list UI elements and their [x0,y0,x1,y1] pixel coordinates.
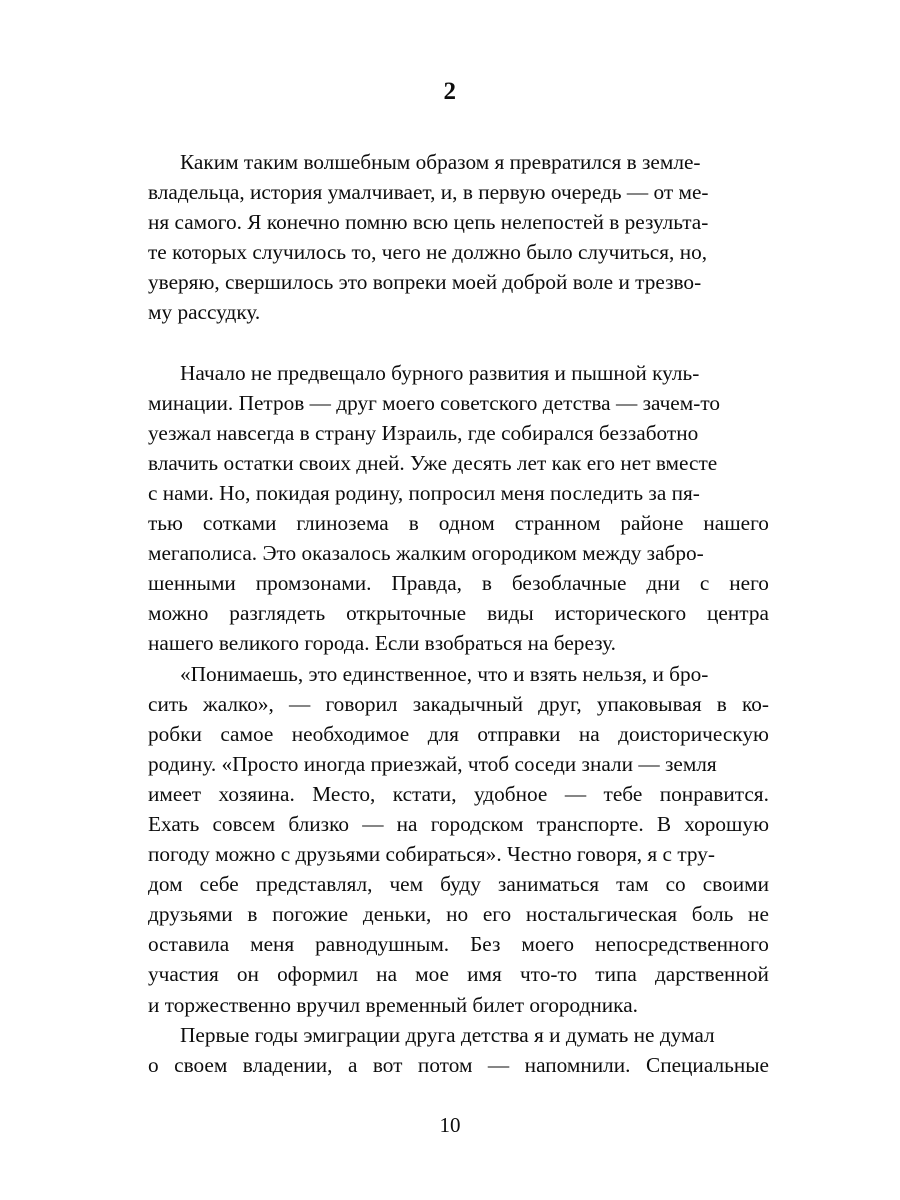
text-line: владельца, история умалчивает, и, в первую очередь — от ме- [148,180,709,205]
text-line: «Понимаешь, это единственное, что и взять нельзя, и бро- [180,661,709,686]
paragraph [148,659,769,1020]
text-line: минации. Петров — друг моего советского детства — зачем-то [148,390,720,415]
text-line: и торжественно вручил временный билет огородника. [148,992,638,1017]
text-line: уверяю, свершилось это вопреки моей доброй воле и трезво- [148,270,702,295]
text-line: дом себе представлял, чем буду заниматься там со своими [148,872,769,897]
page-number: 10 [439,1113,461,1137]
chapter-number: 2 [443,78,457,105]
paragraph [148,147,769,328]
text-line: Первые годы эмиграции друга детства я и думать не думал [180,1022,715,1047]
text-line: о своем владении, а вот потом — напомнили. Специальные [148,1052,769,1077]
text-line: сить жалко», — говорил закадычный друг, упаковывая в ко- [148,691,769,716]
text-line: погоду можно с друзьями собираться». Честно говоря, я с тру- [148,842,715,867]
text-line: родину. «Просто иногда приезжай, чтоб соседи знали — земля [148,751,717,776]
text-line: тью сотками глинозема в одном странном районе нашего [148,511,769,536]
text-line: му рассудку. [148,300,261,325]
text-line: нашего великого города. Если взобраться на березу. [148,631,616,656]
text-line: робки самое необходимое для отправки на доисторическую [148,721,769,746]
text-line: друзьями в погожие деньки, но его ностальгическая боль не [148,902,769,927]
text-line: с нами. Но, покидая родину, попросил меня последить за пя- [148,480,700,505]
text-line: ня самого. Я конечно помню всю цепь нелепостей в результа- [148,210,709,235]
text-line: Начало не предвещало бурного развития и пышной куль- [180,360,700,385]
text-line: участия он оформил на мое имя что-то типа дарственной [148,962,769,987]
text-line: оставила меня равнодушным. Без моего непосредственного [148,932,769,957]
paragraph [148,358,769,659]
text-line: те которых случилось то, чего не должно было случиться, но, [148,240,708,265]
text-line: имеет хозяина. Место, кстати, удобное — тебе понравится. [148,781,769,806]
text-line: уезжал навсегда в страну Израиль, где собирался беззаботно [148,420,699,445]
text-line: Ехать совсем близко — на городском транспорте. В хорошую [148,811,769,836]
text-line: можно разглядеть открыточные виды исторического центра [148,601,769,626]
paragraph [148,1020,769,1080]
text-line: влачить остатки своих дней. Уже десять лет как его нет вместе [148,450,718,475]
text-line: мегаполиса. Это оказалось жалким огородиком между забро- [148,541,704,566]
text-line: шенными промзонами. Правда, в безоблачные дни с него [148,571,769,596]
body-text-column [148,147,769,1080]
text-line: Каким таким волшебным образом я превратился в земле- [180,150,701,174]
